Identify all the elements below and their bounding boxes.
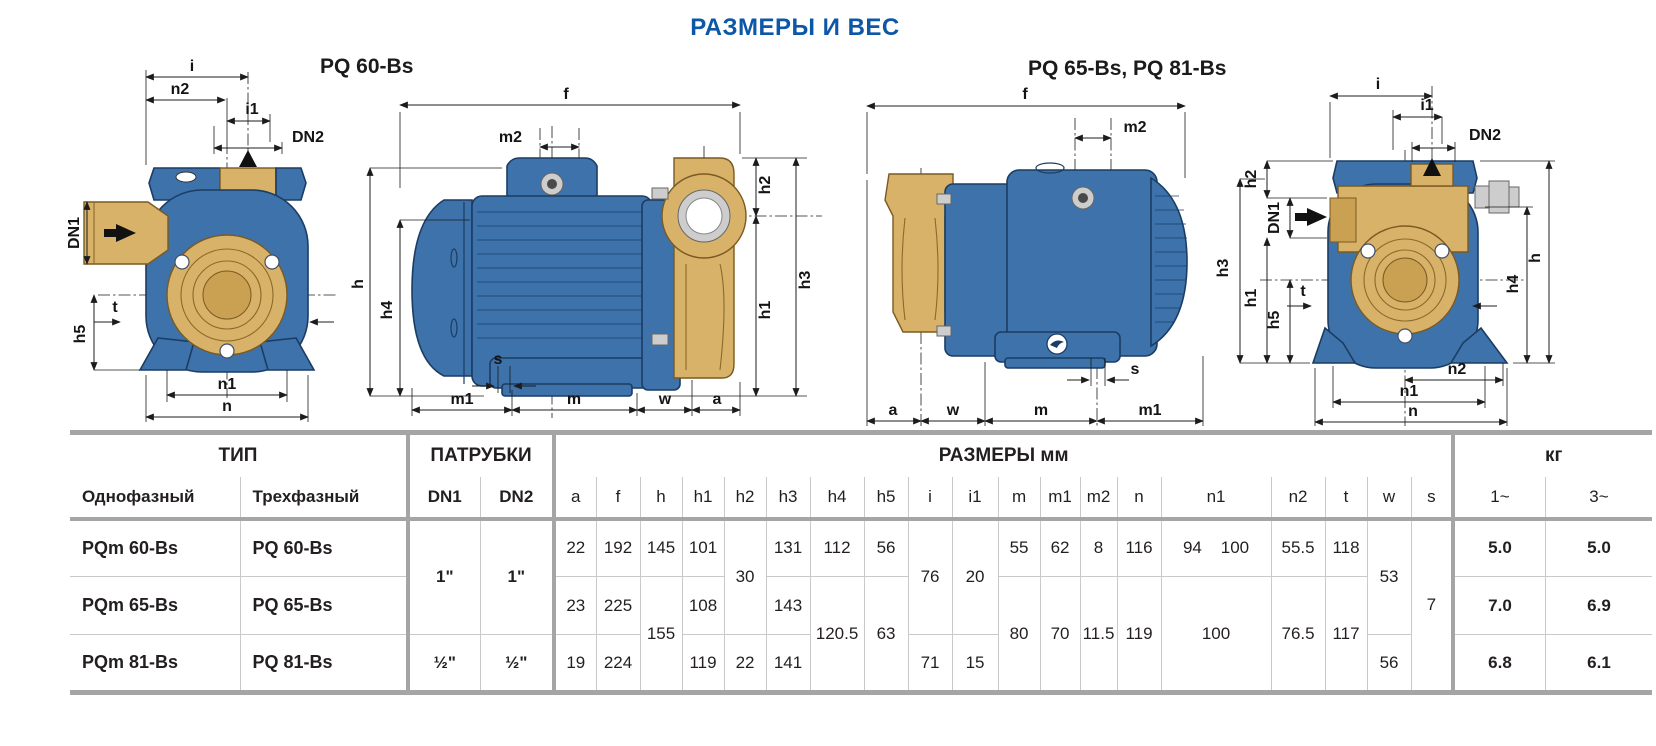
col-header-w: w <box>1367 477 1411 519</box>
flow-in-arrow <box>1307 208 1327 226</box>
value-n2: 55.5 <box>1271 519 1325 577</box>
col-header-m1: m1 <box>1040 477 1080 519</box>
model-three-phase: PQ 65-Bs <box>240 577 408 635</box>
dim-label-h1: h1 <box>1243 288 1260 308</box>
col-header-t: t <box>1325 477 1367 519</box>
value-dn1: 1" <box>408 519 480 635</box>
drawing-title-pq65-81: PQ 65-Bs, PQ 81-Bs <box>1028 57 1227 80</box>
pump-head <box>945 184 1013 356</box>
value-h2: 30 <box>724 519 766 635</box>
value-f: 224 <box>596 635 640 693</box>
value-h: 145 <box>640 519 682 577</box>
dim-label-i: i <box>189 58 195 75</box>
dim-label-t: t <box>1300 283 1306 300</box>
value-t: 118 <box>1325 519 1367 577</box>
model-three-phase: PQ 81-Bs <box>240 635 408 693</box>
col-header-kg-three: 3~ <box>1545 477 1652 519</box>
value-m1: 62 <box>1040 519 1080 577</box>
value-m: 80 <box>998 577 1040 693</box>
dim-label-h5: h5 <box>1266 310 1283 330</box>
dim-label-n2: n2 <box>1447 361 1467 378</box>
value-h4: 120.5 <box>810 577 864 693</box>
weight-single-phase: 5.0 <box>1453 519 1545 577</box>
value-n: 116 <box>1117 519 1161 577</box>
dim-label-n1: n1 <box>1399 383 1419 400</box>
group-header-dimensions: РАЗМЕРЫ мм <box>554 433 1453 477</box>
value-a: 22 <box>554 519 596 577</box>
dim-label-f: f <box>1022 86 1028 103</box>
col-header-single-phase: Однофазный <box>70 477 240 519</box>
dim-label-h: h <box>350 279 367 289</box>
col-header-dn2: DN2 <box>480 477 554 519</box>
value-m2: 11.5 <box>1080 577 1117 693</box>
dim-label-h4: h4 <box>1505 274 1522 294</box>
col-header-m: m <box>998 477 1040 519</box>
dim-label-h3: h3 <box>1215 258 1232 278</box>
dimensions-table <box>70 430 1652 695</box>
col-header-f: f <box>596 477 640 519</box>
weight-three-phase: 6.9 <box>1545 577 1652 635</box>
dim-label-m: m <box>1033 402 1049 419</box>
page-title: РАЗМЕРЫ И ВЕС <box>690 14 900 41</box>
value-dn2: 1" <box>480 519 554 635</box>
col-header-s: s <box>1411 477 1453 519</box>
value-n1: 100 <box>1161 577 1271 693</box>
dim-label-h: h <box>1527 253 1544 263</box>
value-h1: 101 <box>682 519 724 577</box>
dim-label-n: n <box>222 398 232 415</box>
dim-label-f: f <box>563 86 569 103</box>
col-header-h4: h4 <box>810 477 864 519</box>
value-m1: 70 <box>1040 577 1080 693</box>
col-header-i: i <box>908 477 952 519</box>
dim-label-i1: i1 <box>245 101 259 118</box>
weight-three-phase: 6.1 <box>1545 635 1652 693</box>
dim-label-s: s <box>493 351 503 368</box>
value-n2: 76.5 <box>1271 577 1325 693</box>
dim-label-m2: m2 <box>1123 119 1147 136</box>
value-h3: 131 <box>766 519 810 577</box>
dim-label-w: w <box>658 391 672 408</box>
pump-body <box>885 163 1187 368</box>
group-header-ports: ПАТРУБКИ <box>408 433 554 477</box>
model-single-phase: PQm 65-Bs <box>70 577 240 635</box>
dim-label-n: n <box>1408 403 1418 420</box>
dim-label-a: a <box>888 402 898 419</box>
col-header-n: n <box>1117 477 1161 519</box>
value-i1: 20 <box>952 519 998 635</box>
value-a: 19 <box>554 635 596 693</box>
dim-label-m1: m1 <box>1138 402 1162 419</box>
dim-label-dn1: DN1 <box>1266 201 1283 235</box>
inlet-port <box>1330 198 1356 242</box>
value-m: 55 <box>998 519 1040 577</box>
col-header-three-phase: Трехфазный <box>240 477 408 519</box>
pump-body <box>84 150 314 372</box>
col-header-h3: h3 <box>766 477 810 519</box>
dim-label-n2: n2 <box>170 81 190 98</box>
weight-single-phase: 7.0 <box>1453 577 1545 635</box>
value-s: 7 <box>1411 519 1453 693</box>
dim-label-h2: h2 <box>1243 169 1260 189</box>
dim-label-dn1: DN1 <box>66 216 83 250</box>
dim-label-dn2: DN2 <box>1468 127 1502 144</box>
pump-body <box>1295 158 1519 368</box>
value-n: 119 <box>1117 577 1161 693</box>
value-dn2: ½" <box>480 635 554 693</box>
value-h: 155 <box>640 577 682 693</box>
value-h1: 108 <box>682 577 724 635</box>
dim-label-h5: h5 <box>72 324 89 344</box>
dim-label-m1: m1 <box>450 391 474 408</box>
value-i1: 15 <box>952 635 998 693</box>
value-m2: 8 <box>1080 519 1117 577</box>
dim-label-h2: h2 <box>757 175 774 195</box>
dim-label-m2: m2 <box>498 129 522 146</box>
value-h3: 141 <box>766 635 810 693</box>
dim-label-s: s <box>1130 361 1140 378</box>
value-w: 56 <box>1367 635 1411 693</box>
value-h2: 22 <box>724 635 766 693</box>
col-header-i1: i1 <box>952 477 998 519</box>
pedrollo-logo <box>1047 334 1067 354</box>
col-header-dn1: DN1 <box>408 477 480 519</box>
dim-label-t: t <box>112 299 118 316</box>
pump-side-view-pq60-drawing <box>352 88 827 428</box>
dim-label-w: w <box>946 402 960 419</box>
dim-label-h1: h1 <box>757 300 774 320</box>
motor-back-cap <box>412 200 472 376</box>
table-row-pq60 <box>70 519 1652 577</box>
value-i: 71 <box>908 635 952 693</box>
col-header-h1: h1 <box>682 477 724 519</box>
dim-label-m: m <box>566 391 582 408</box>
weight-single-phase: 6.8 <box>1453 635 1545 693</box>
group-header-weight: кг <box>1453 433 1652 477</box>
value-h3: 143 <box>766 577 810 635</box>
value-w: 53 <box>1367 519 1411 635</box>
col-header-n1: n1 <box>1161 477 1271 519</box>
col-header-kg-single: 1~ <box>1453 477 1545 519</box>
pump-body <box>412 158 746 396</box>
col-header-m2: m2 <box>1080 477 1117 519</box>
model-three-phase: PQ 60-Bs <box>240 519 408 577</box>
value-n1: 94 100 <box>1161 519 1271 577</box>
group-header-type: ТИП <box>218 444 258 466</box>
dim-label-n1: n1 <box>217 376 237 393</box>
value-h5: 63 <box>864 577 908 693</box>
model-single-phase: PQm 81-Bs <box>70 635 240 693</box>
col-header-a: a <box>554 477 596 519</box>
cable-gland <box>1475 181 1519 213</box>
col-header-h2: h2 <box>724 477 766 519</box>
model-single-phase: PQm 60-Bs <box>82 537 179 558</box>
col-header-n2: n2 <box>1271 477 1325 519</box>
col-header-h: h <box>640 477 682 519</box>
value-a: 23 <box>554 577 596 635</box>
value-f: 225 <box>596 577 640 635</box>
pump-front-view-right-drawing <box>1175 58 1560 430</box>
dim-label-dn2: DN2 <box>291 129 325 146</box>
value-h1: 119 <box>682 635 724 693</box>
value-i: 76 <box>908 519 952 635</box>
flow-up-arrow <box>239 150 257 167</box>
value-dn1: ½" <box>408 635 480 693</box>
dim-label-i1: i1 <box>1420 97 1434 114</box>
weight-three-phase: 5.0 <box>1545 519 1652 577</box>
dim-label-h4: h4 <box>379 300 396 320</box>
dim-label-i: i <box>1375 76 1381 93</box>
col-header-h5: h5 <box>864 477 908 519</box>
pump-front-view-left-drawing <box>66 50 340 425</box>
value-f: 192 <box>596 519 640 577</box>
dim-label-a: a <box>712 391 722 408</box>
pump-side-view-pq65-81-drawing <box>845 86 1210 430</box>
dim-label-h3: h3 <box>797 270 814 290</box>
drawing-title-pq60: PQ 60-Bs <box>320 55 414 78</box>
value-h4: 112 <box>810 519 864 577</box>
value-t: 117 <box>1325 577 1367 693</box>
value-h5: 56 <box>864 519 908 577</box>
